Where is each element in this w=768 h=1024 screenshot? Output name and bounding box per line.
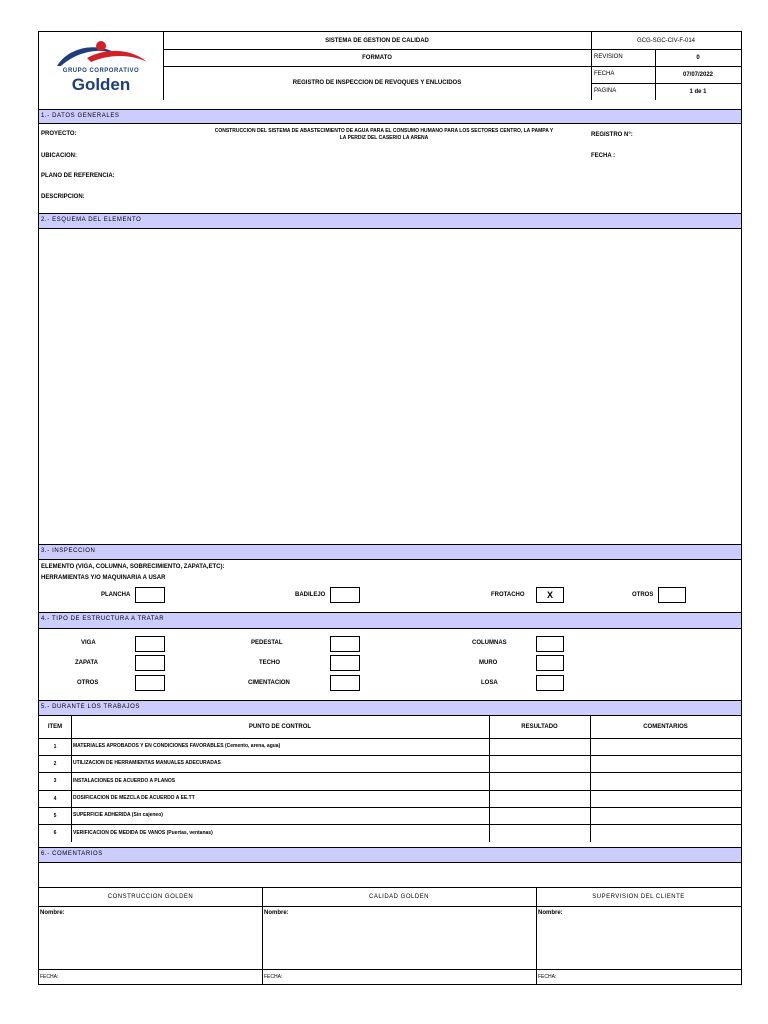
section-tipo-estructura-bar xyxy=(39,612,741,629)
table-row-control: VERIFICACION DE MEDIDA DE VANOS (Puertas, ventanas) xyxy=(73,830,213,836)
section-datos-generales-bar xyxy=(39,109,741,124)
estructura-pedestal-checkbox[interactable] xyxy=(330,636,360,652)
esquema-drawing-area[interactable] xyxy=(39,229,741,544)
table-header-resultado: RESULTADO xyxy=(521,724,558,730)
estructura-techo-checkbox[interactable] xyxy=(330,655,360,671)
estructura-otros-checkbox[interactable] xyxy=(135,675,165,691)
signature-table xyxy=(39,887,741,985)
page-value: 1 de 1 xyxy=(689,88,707,95)
table-row-item: 2 xyxy=(53,760,57,767)
tool-frotacho-checkbox[interactable]: X xyxy=(536,587,564,603)
revision-value: 0 xyxy=(696,54,700,61)
table-row-item: 4 xyxy=(53,795,57,802)
table-row-item: 6 xyxy=(53,830,57,836)
proyecto-value-line1: CONSTRUCCION DEL SISTEMA DE ABASTECIMIENTO DE AGUA PARA EL CONSUMO HUMANO PARA LOS SECTORES CENTRO, LA PAMPA Y xyxy=(214,128,554,134)
tool-frotacho-label: FROTACHO xyxy=(491,592,525,598)
table-row-control: SUPERFICIE ADHERIDA (Sin cajeneo) xyxy=(73,812,163,818)
logo-name: Golden xyxy=(71,75,131,94)
page-label: PAGINA xyxy=(594,88,617,94)
date-value: 07/07/2022 xyxy=(682,71,714,78)
elemento-label: ELEMENTO (VIGA, COLUMNA, SOBRECIMIENTO, ZAPATA,ETC): xyxy=(41,564,225,570)
table-row-item: 3 xyxy=(53,778,57,784)
signature-construccion-name-label: Nombre: xyxy=(40,910,65,916)
date-label: FECHA xyxy=(594,71,615,77)
herramientas-label: HERRAMIENTAS Y/O MAQUINARIA A USAR xyxy=(41,575,166,581)
estructura-viga-checkbox[interactable] xyxy=(135,636,165,652)
logo-subtitle: GRUPO CORPORATIVO xyxy=(62,68,140,74)
inspection-form xyxy=(38,31,742,985)
estructura-columnas-checkbox[interactable] xyxy=(536,636,564,652)
document-code: GCG-SGC-CIV-F-014 xyxy=(636,37,695,44)
signature-calidad-title: CALIDAD GOLDEN xyxy=(368,894,429,900)
ubicacion-label: UBICACION: xyxy=(41,153,77,159)
section-title: 2.- ESQUEMA DEL ELEMENTO xyxy=(41,217,142,223)
table-header-item: ITEM xyxy=(47,724,63,730)
signature-construccion-date-label: FECHA: xyxy=(40,974,59,980)
table-row-item: 5 xyxy=(53,812,57,819)
table-header-control: PUNTO DE CONTROL xyxy=(248,724,312,730)
section-title: 4.- TIPO DE ESTRUCTURA A TRATAR xyxy=(41,616,165,622)
plano-label: PLANO DE REFERENCIA: xyxy=(41,173,115,179)
table-row-control: UTILIZACION DE HERRAMIENTAS MANUALES ADECURADAS xyxy=(73,760,221,766)
fecha-label: FECHA : xyxy=(591,153,616,159)
signature-supervision-name-label: Nombre: xyxy=(538,910,563,916)
comentarios-area[interactable] xyxy=(39,863,741,887)
estructura-losa-label: LOSA xyxy=(481,680,498,686)
tool-badilejo-label: BADILEJO xyxy=(295,592,326,598)
estructura-cimentacion-checkbox[interactable] xyxy=(330,675,360,691)
section-title: 3.- INSPECCION xyxy=(41,548,96,554)
tool-badilejo-checkbox[interactable] xyxy=(330,587,360,603)
section-inspeccion-bar xyxy=(39,544,741,560)
section-title: 5.- DURANTE LOS TRABAJOS xyxy=(41,704,140,710)
table-row-item: 1 xyxy=(53,743,57,750)
tool-otros-checkbox[interactable] xyxy=(658,587,686,603)
section-title: 6.- COMENTARIOS xyxy=(41,851,103,857)
descripcion-label: DESCRIPCION: xyxy=(41,194,85,200)
section-esquema-bar xyxy=(39,213,741,229)
signature-construccion-title: CONSTRUCCION GOLDEN xyxy=(107,894,194,900)
section-durante-trabajos-bar xyxy=(39,700,741,716)
estructura-pedestal-label: PEDESTAL xyxy=(251,640,283,646)
system-title: SISTEMA DE GESTION DE CALIDAD xyxy=(325,37,429,44)
estructura-cimentacion-label: CIMENTACION xyxy=(248,680,290,686)
estructura-viga-label: VIGA xyxy=(81,640,96,646)
estructura-muro-label: MURO xyxy=(479,660,498,666)
estructura-losa-checkbox[interactable] xyxy=(536,675,564,691)
signature-supervision-title: SUPERVISION DEL CLIENTE xyxy=(592,894,685,900)
tool-otros-label: OTROS xyxy=(632,592,654,598)
tool-plancha-label: PLANCHA xyxy=(101,592,131,598)
table-header-comentarios: COMENTARIOS xyxy=(643,724,688,730)
proyecto-label: PROYECTO: xyxy=(41,131,77,137)
section-comentarios-bar xyxy=(39,847,741,863)
proyecto-value-line2: LA PERDIZ DEL CASERIO LA ARENA xyxy=(339,135,429,141)
estructura-columnas-label: COLUMNAS xyxy=(472,640,507,646)
estructura-zapata-label: ZAPATA xyxy=(75,660,98,666)
estructura-zapata-checkbox[interactable] xyxy=(135,655,165,671)
estructura-muro-checkbox[interactable] xyxy=(536,655,564,671)
table-row-control: DOSIFICACION DE MEZCLA DE ACUERDO A EE.TT xyxy=(73,795,195,801)
document-title: REGISTRO DE INSPECCION DE REVOQUES Y ENLUCIDOS xyxy=(292,80,462,86)
company-logo xyxy=(39,32,163,100)
registro-label: REGISTRO N°: xyxy=(591,132,633,138)
table-row-control: MATERIALES APROBADOS Y EN CONDICIONES FAVORABLES (Cemento, arena, agua) xyxy=(73,743,281,749)
table-row-control: INSTALACIONES DE ACUERDO A PLANOS xyxy=(73,778,176,784)
signature-supervision-date-label: FECHA: xyxy=(538,974,557,980)
format-label: FORMATO xyxy=(362,54,392,61)
signature-calidad-date-label: FECHA: xyxy=(264,974,283,980)
control-table xyxy=(39,716,741,842)
estructura-techo-label: TECHO xyxy=(259,660,280,666)
tool-plancha-checkbox[interactable] xyxy=(135,587,165,603)
section-title: 1.- DATOS GENERALES xyxy=(41,113,120,119)
estructura-otros-label: OTROS xyxy=(77,680,99,686)
signature-calidad-name-label: Nombre: xyxy=(264,910,289,916)
revision-label: REVISION xyxy=(594,54,623,60)
proyecto-value xyxy=(159,128,609,142)
